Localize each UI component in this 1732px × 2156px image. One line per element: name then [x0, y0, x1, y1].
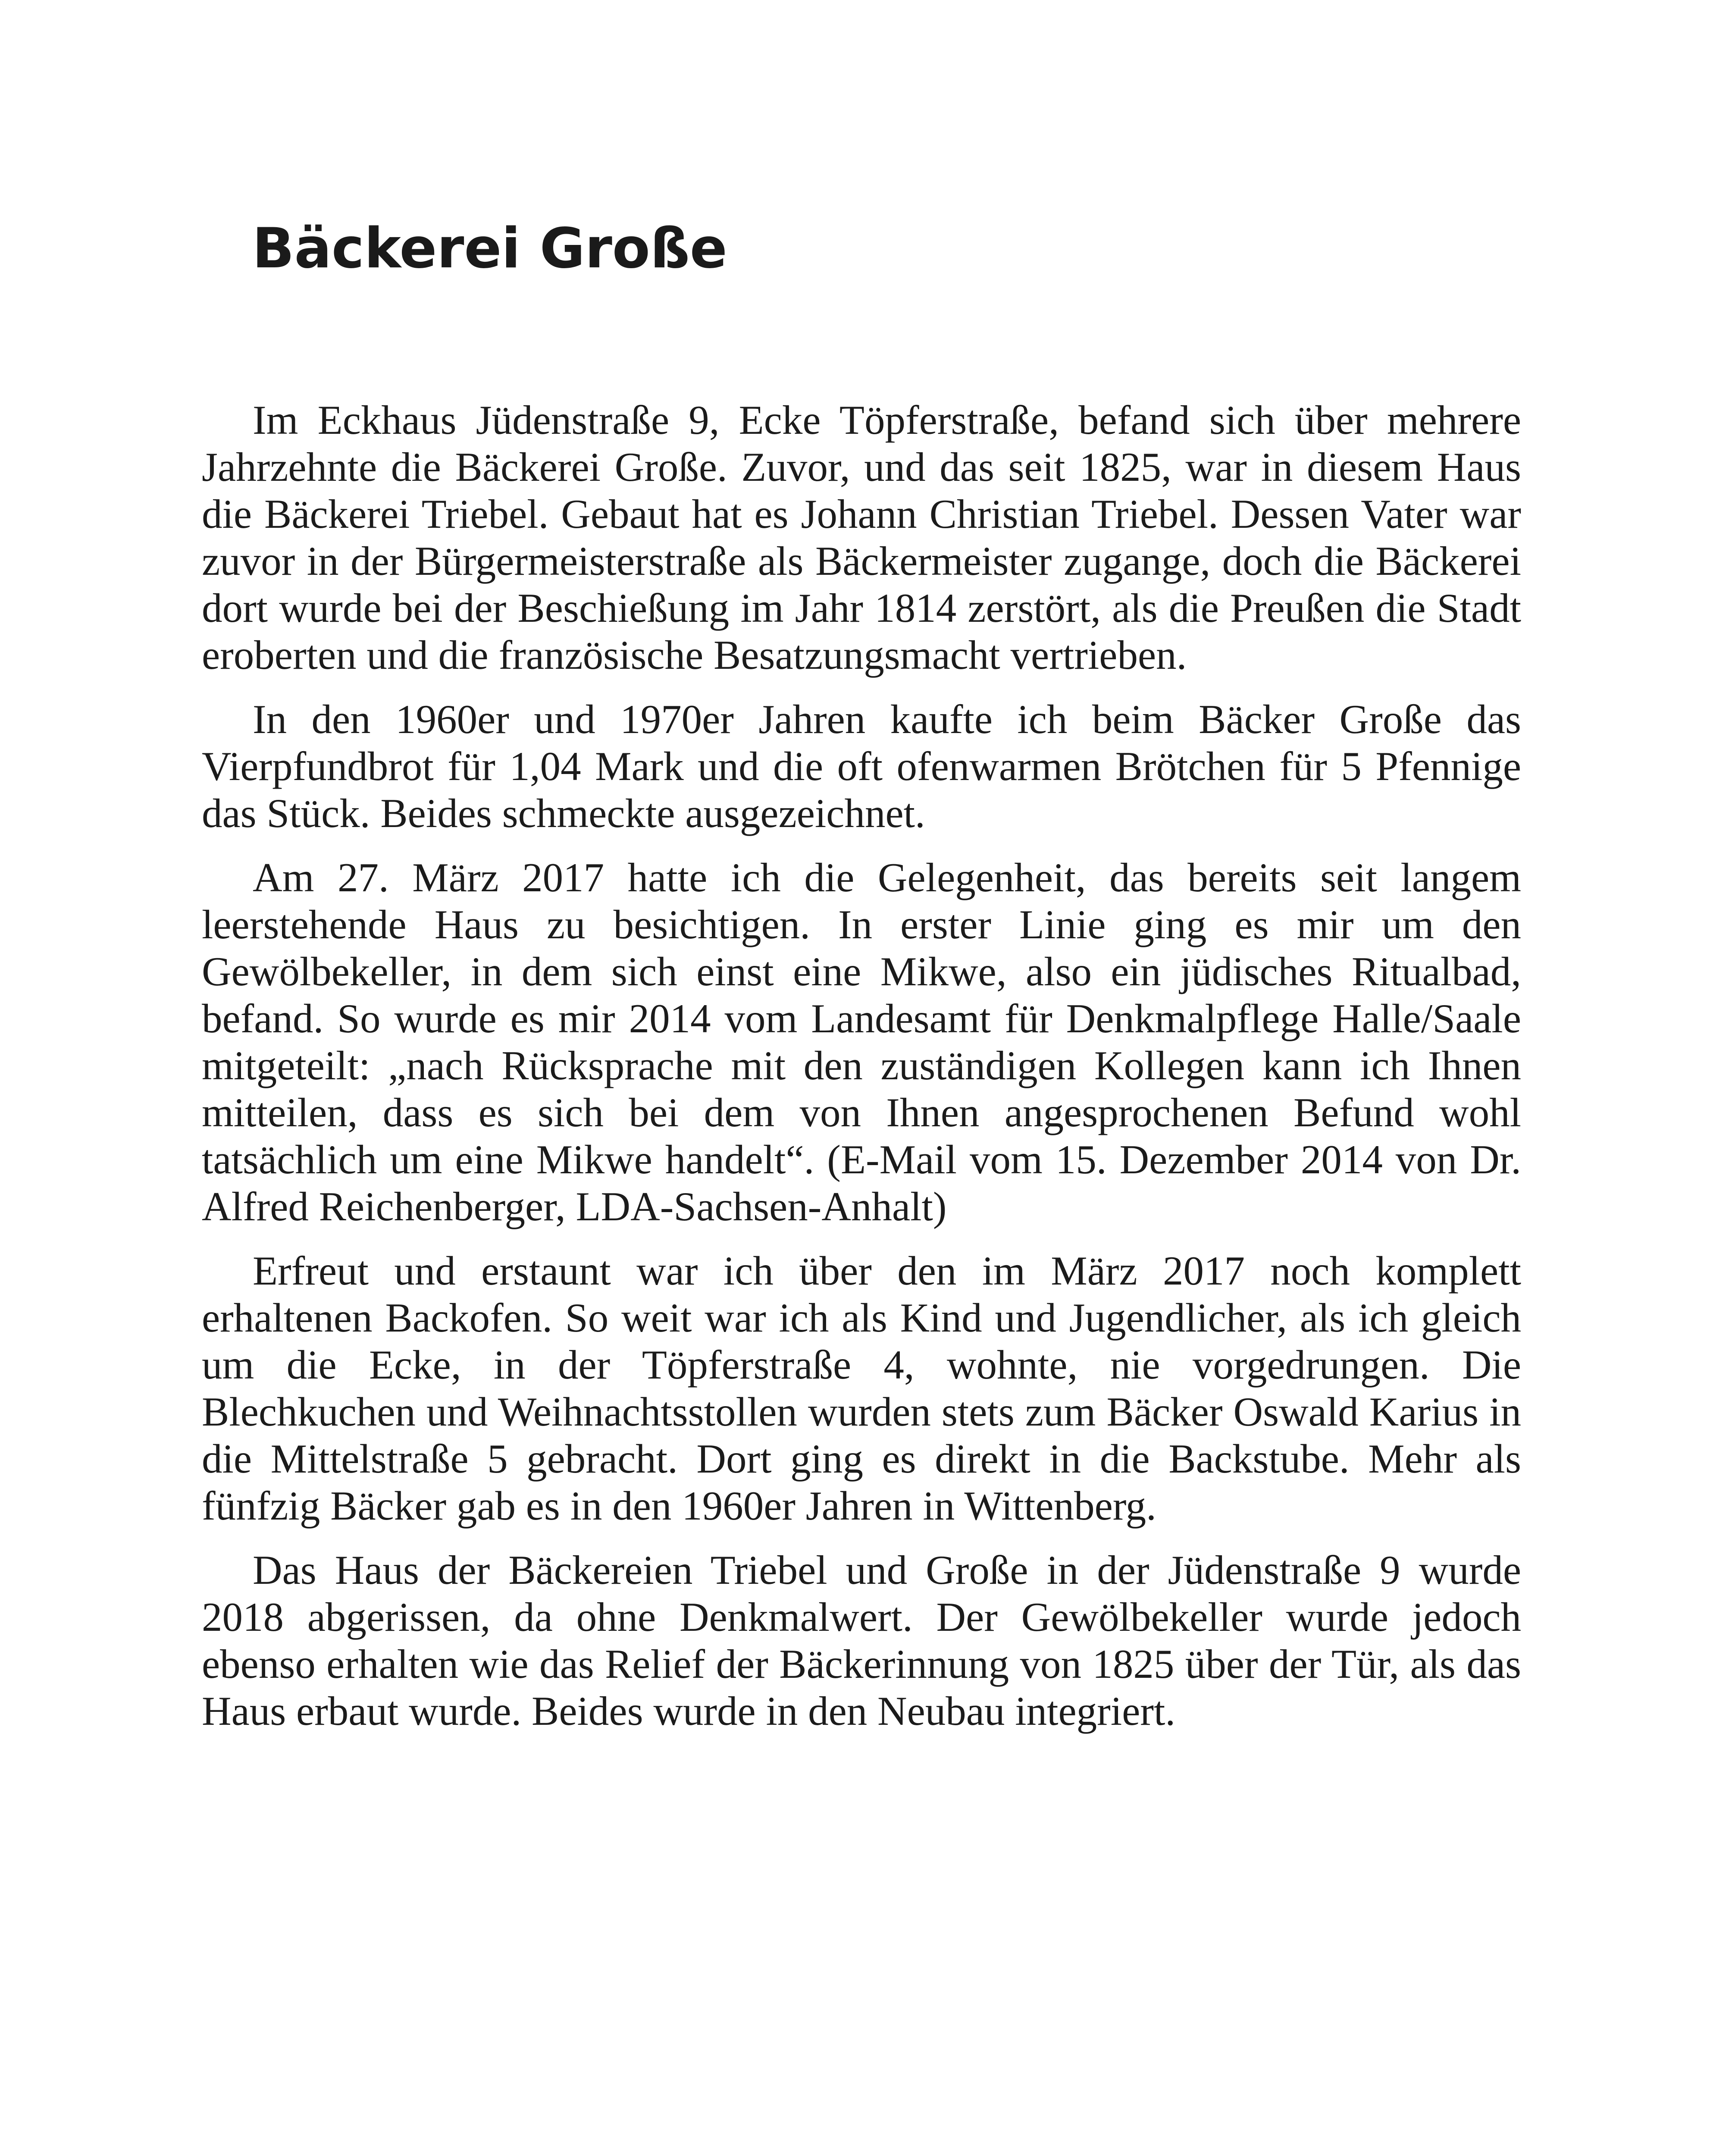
- chapter-title: Bäckerei Große: [252, 216, 727, 281]
- body-text: [202, 397, 1521, 1752]
- paragraph-1: Im Eckhaus Jüdenstraße 9, Ecke Töpferstraße, befand sich über mehrere Jahrzehnte die Bäckerei Große. Zuvor, und das seit 1825, war in diesem Haus die Bäckerei Triebel. Gebaut hat es Johann Christian Triebel. Dessen Vater war zuvor in der Bürgermeisterstraße als Bäckermeister zugange, doch die Bäckerei dort wurde bei der Beschießung im Jahr 1814 zerstört, als die Preußen die Stadt eroberten und die französische Besatzungsmacht vertrieben.: [202, 397, 1521, 678]
- paragraph-2: In den 1960er und 1970er Jahren kaufte ich beim Bäcker Große das Vierpfundbrot für 1,04 Mark und die oft ofenwarmen Brötchen für 5 Pfennige das Stück. Beides schmeckte ausgezeichnet.: [202, 696, 1521, 836]
- paragraph-4: Erfreut und erstaunt war ich über den im März 2017 noch komplett erhaltenen Backofen. So weit war ich als Kind und Jugendlicher, als ich gleich um die Ecke, in der Töpferstraße 4, wohnte, nie vorgedrungen. Die Blechkuchen und Weihnachtsstollen wurden stets zum Bäcker Oswald Karius in die Mittelstraße 5 gebracht. Dort ging es direkt in die Backstube. Mehr als fünfzig Bäcker gab es in den 1960er Jahren in Wittenberg.: [202, 1248, 1521, 1529]
- paragraph-3: Am 27. März 2017 hatte ich die Gelegenheit, das bereits seit langem leerstehende Haus zu besichtigen. In erster Linie ging es mir um den Gewölbekeller, in dem sich einst eine Mikwe, also ein jüdisches Ritualbad, befand. So wurde es mir 2014 vom Landesamt für Denkmalpflege Halle/Saale mitgeteilt: „nach Rücksprache mit den zuständigen Kollegen kann ich Ihnen mitteilen, dass es sich bei dem von Ihnen angesprochenen Befund wohl tatsächlich um eine Mikwe handelt“. (E-Mail vom 15. Dezember 2014 von Dr. Alfred Reichenberger, LDA-Sachsen-Anhalt): [202, 855, 1521, 1229]
- paragraph-5: Das Haus der Bäckereien Triebel und Große in der Jüdenstraße 9 wurde 2018 abgerissen, da ohne Denkmalwert. Der Gewölbekeller wurde jedoch ebenso erhalten wie das Relief der Bäckerinnung von 1825 über der Tür, als das Haus erbaut wurde. Beides wurde in den Neubau integriert.: [202, 1547, 1521, 1734]
